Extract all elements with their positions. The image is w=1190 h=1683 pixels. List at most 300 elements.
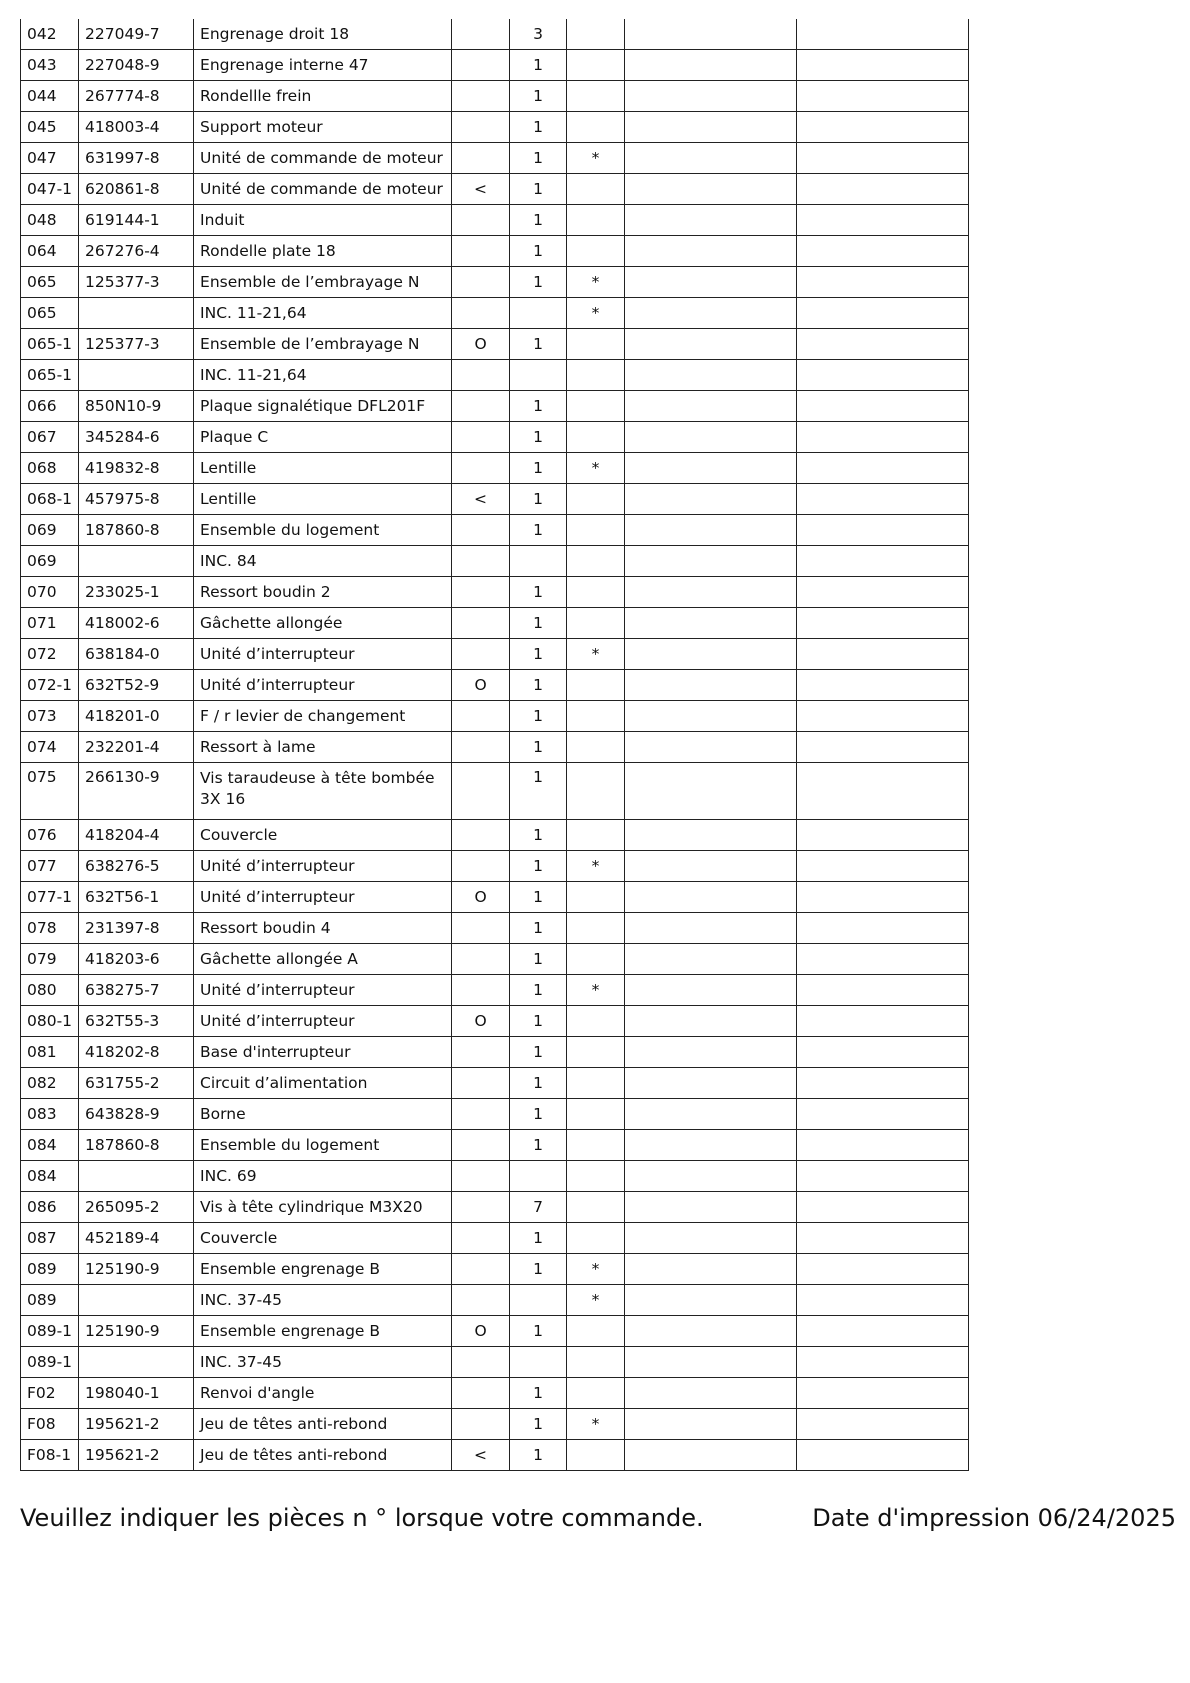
blank-cell bbox=[797, 1316, 969, 1347]
blank-cell bbox=[797, 1099, 969, 1130]
table-row bbox=[21, 1223, 969, 1254]
description-cell: Unité de commande de moteur bbox=[194, 143, 452, 174]
description-cell: Borne bbox=[194, 1099, 452, 1130]
part-number-cell bbox=[79, 546, 194, 577]
item-number-cell: 065 bbox=[21, 298, 79, 329]
blank-cell bbox=[625, 975, 797, 1006]
table-row bbox=[21, 391, 969, 422]
blank-cell bbox=[625, 81, 797, 112]
marker-cell bbox=[452, 236, 510, 267]
marker-cell bbox=[452, 1099, 510, 1130]
blank-cell bbox=[797, 1223, 969, 1254]
blank-cell bbox=[797, 670, 969, 701]
part-number-cell: 418003-4 bbox=[79, 112, 194, 143]
description-cell: Vis à tête cylindrique M3X20 bbox=[194, 1192, 452, 1223]
table-row bbox=[21, 1285, 969, 1316]
part-number-cell: 125190-9 bbox=[79, 1254, 194, 1285]
table-row bbox=[21, 1440, 969, 1471]
note-cell bbox=[567, 360, 625, 391]
description-cell: Couvercle bbox=[194, 820, 452, 851]
blank-cell bbox=[797, 1161, 969, 1192]
description-cell: Couvercle bbox=[194, 1223, 452, 1254]
marker-cell: O bbox=[452, 882, 510, 913]
part-number-cell: 418202-8 bbox=[79, 1037, 194, 1068]
note-cell bbox=[567, 1347, 625, 1378]
marker-cell: < bbox=[452, 1440, 510, 1471]
blank-cell bbox=[797, 546, 969, 577]
description-cell: F / r levier de changement bbox=[194, 701, 452, 732]
note-cell bbox=[567, 944, 625, 975]
blank-cell bbox=[797, 1409, 969, 1440]
part-number-cell: 643828-9 bbox=[79, 1099, 194, 1130]
table-row bbox=[21, 732, 969, 763]
blank-cell bbox=[625, 1068, 797, 1099]
blank-cell bbox=[797, 820, 969, 851]
blank-cell bbox=[797, 732, 969, 763]
blank-cell bbox=[625, 1409, 797, 1440]
table-row bbox=[21, 81, 969, 112]
note-cell bbox=[567, 1440, 625, 1471]
item-number-cell: 076 bbox=[21, 820, 79, 851]
quantity-cell bbox=[510, 298, 567, 329]
blank-cell bbox=[797, 1068, 969, 1099]
part-number-cell bbox=[79, 360, 194, 391]
table-row bbox=[21, 422, 969, 453]
part-number-cell: 632T56-1 bbox=[79, 882, 194, 913]
quantity-cell: 1 bbox=[510, 484, 567, 515]
blank-cell bbox=[625, 453, 797, 484]
marker-cell: O bbox=[452, 670, 510, 701]
description-cell: Unité d’interrupteur bbox=[194, 975, 452, 1006]
note-cell bbox=[567, 913, 625, 944]
marker-cell bbox=[452, 391, 510, 422]
blank-cell bbox=[797, 112, 969, 143]
quantity-cell: 1 bbox=[510, 143, 567, 174]
table-row bbox=[21, 820, 969, 851]
blank-cell bbox=[625, 639, 797, 670]
part-number-cell: 457975-8 bbox=[79, 484, 194, 515]
blank-cell bbox=[625, 205, 797, 236]
blank-cell bbox=[625, 577, 797, 608]
blank-cell bbox=[625, 820, 797, 851]
description-cell: Ensemble du logement bbox=[194, 515, 452, 546]
description-cell: Support moteur bbox=[194, 112, 452, 143]
blank-cell bbox=[797, 515, 969, 546]
description-cell: INC. 37-45 bbox=[194, 1285, 452, 1316]
blank-cell bbox=[625, 1285, 797, 1316]
note-cell bbox=[567, 820, 625, 851]
part-number-cell: 345284-6 bbox=[79, 422, 194, 453]
table-row bbox=[21, 50, 969, 81]
table-row bbox=[21, 19, 969, 50]
note-cell bbox=[567, 422, 625, 453]
blank-cell bbox=[797, 1006, 969, 1037]
quantity-cell: 1 bbox=[510, 81, 567, 112]
blank-cell bbox=[625, 1223, 797, 1254]
blank-cell bbox=[797, 19, 969, 50]
blank-cell bbox=[797, 298, 969, 329]
description-cell: Lentille bbox=[194, 453, 452, 484]
blank-cell bbox=[797, 1254, 969, 1285]
description-cell: Circuit d’alimentation bbox=[194, 1068, 452, 1099]
blank-cell bbox=[797, 329, 969, 360]
blank-cell bbox=[797, 1440, 969, 1471]
item-number-cell: 042 bbox=[21, 19, 79, 50]
part-number-cell: 195621-2 bbox=[79, 1409, 194, 1440]
blank-cell bbox=[797, 1192, 969, 1223]
note-cell bbox=[567, 174, 625, 205]
marker-cell bbox=[452, 50, 510, 81]
note-cell: * bbox=[567, 639, 625, 670]
item-number-cell: 082 bbox=[21, 1068, 79, 1099]
blank-cell bbox=[625, 1037, 797, 1068]
table-row bbox=[21, 882, 969, 913]
note-cell: * bbox=[567, 453, 625, 484]
item-number-cell: 077 bbox=[21, 851, 79, 882]
table-row bbox=[21, 329, 969, 360]
blank-cell bbox=[797, 851, 969, 882]
item-number-cell: F08-1 bbox=[21, 1440, 79, 1471]
blank-cell bbox=[625, 882, 797, 913]
item-number-cell: 089 bbox=[21, 1254, 79, 1285]
marker-cell: O bbox=[452, 329, 510, 360]
marker-cell bbox=[452, 19, 510, 50]
note-cell bbox=[567, 546, 625, 577]
item-number-cell: 072 bbox=[21, 639, 79, 670]
blank-cell bbox=[797, 1130, 969, 1161]
description-cell: Ensemble engrenage B bbox=[194, 1316, 452, 1347]
marker-cell bbox=[452, 944, 510, 975]
note-cell bbox=[567, 236, 625, 267]
quantity-cell bbox=[510, 1161, 567, 1192]
part-number-cell: 850N10-9 bbox=[79, 391, 194, 422]
note-cell bbox=[567, 882, 625, 913]
table-row bbox=[21, 205, 969, 236]
blank-cell bbox=[625, 1192, 797, 1223]
note-cell bbox=[567, 391, 625, 422]
quantity-cell: 1 bbox=[510, 236, 567, 267]
quantity-cell: 1 bbox=[510, 851, 567, 882]
blank-cell bbox=[625, 1006, 797, 1037]
part-number-cell: 452189-4 bbox=[79, 1223, 194, 1254]
description-cell: Jeu de têtes anti-rebond bbox=[194, 1409, 452, 1440]
item-number-cell: 069 bbox=[21, 515, 79, 546]
marker-cell bbox=[452, 453, 510, 484]
item-number-cell: 066 bbox=[21, 391, 79, 422]
quantity-cell: 1 bbox=[510, 1254, 567, 1285]
table-row bbox=[21, 174, 969, 205]
blank-cell bbox=[625, 298, 797, 329]
blank-cell bbox=[625, 50, 797, 81]
item-number-cell: 075 bbox=[21, 763, 79, 820]
blank-cell bbox=[625, 267, 797, 298]
item-number-cell: F08 bbox=[21, 1409, 79, 1440]
marker-cell bbox=[452, 1285, 510, 1316]
blank-cell bbox=[797, 50, 969, 81]
table-row bbox=[21, 1161, 969, 1192]
table-row bbox=[21, 701, 969, 732]
description-cell: Lentille bbox=[194, 484, 452, 515]
blank-cell bbox=[797, 1037, 969, 1068]
part-number-cell: 125190-9 bbox=[79, 1316, 194, 1347]
part-number-cell: 418203-6 bbox=[79, 944, 194, 975]
part-number-cell: 195621-2 bbox=[79, 1440, 194, 1471]
item-number-cell: F02 bbox=[21, 1378, 79, 1409]
marker-cell bbox=[452, 298, 510, 329]
marker-cell bbox=[452, 913, 510, 944]
marker-cell bbox=[452, 701, 510, 732]
blank-cell bbox=[625, 701, 797, 732]
table-row bbox=[21, 851, 969, 882]
blank-cell bbox=[797, 1378, 969, 1409]
blank-cell bbox=[625, 608, 797, 639]
description-cell: Unité d’interrupteur bbox=[194, 851, 452, 882]
part-number-cell: 233025-1 bbox=[79, 577, 194, 608]
quantity-cell: 1 bbox=[510, 205, 567, 236]
marker-cell bbox=[452, 577, 510, 608]
note-cell bbox=[567, 670, 625, 701]
table-row bbox=[21, 1347, 969, 1378]
item-number-cell: 068 bbox=[21, 453, 79, 484]
marker-cell bbox=[452, 515, 510, 546]
marker-cell bbox=[452, 975, 510, 1006]
quantity-cell: 1 bbox=[510, 882, 567, 913]
table-row bbox=[21, 1316, 969, 1347]
note-cell: * bbox=[567, 143, 625, 174]
blank-cell bbox=[625, 1347, 797, 1378]
item-number-cell: 089-1 bbox=[21, 1316, 79, 1347]
part-number-cell: 638276-5 bbox=[79, 851, 194, 882]
item-number-cell: 078 bbox=[21, 913, 79, 944]
item-number-cell: 086 bbox=[21, 1192, 79, 1223]
description-cell: Rondellle frein bbox=[194, 81, 452, 112]
marker-cell bbox=[452, 1254, 510, 1285]
description-cell: Induit bbox=[194, 205, 452, 236]
note-cell bbox=[567, 1099, 625, 1130]
description-cell: Unité de commande de moteur bbox=[194, 174, 452, 205]
blank-cell bbox=[625, 236, 797, 267]
quantity-cell: 1 bbox=[510, 820, 567, 851]
table-row bbox=[21, 298, 969, 329]
table-row bbox=[21, 453, 969, 484]
quantity-cell: 1 bbox=[510, 975, 567, 1006]
marker-cell: O bbox=[452, 1006, 510, 1037]
quantity-cell: 1 bbox=[510, 1068, 567, 1099]
quantity-cell: 1 bbox=[510, 1223, 567, 1254]
part-number-cell: 187860-8 bbox=[79, 515, 194, 546]
part-number-cell: 638275-7 bbox=[79, 975, 194, 1006]
table-row bbox=[21, 1037, 969, 1068]
quantity-cell: 1 bbox=[510, 1316, 567, 1347]
marker-cell bbox=[452, 1037, 510, 1068]
quantity-cell: 1 bbox=[510, 1099, 567, 1130]
part-number-cell bbox=[79, 298, 194, 329]
item-number-cell: 071 bbox=[21, 608, 79, 639]
blank-cell bbox=[625, 422, 797, 453]
description-cell: Renvoi d'angle bbox=[194, 1378, 452, 1409]
quantity-cell: 1 bbox=[510, 174, 567, 205]
part-number-cell: 632T52-9 bbox=[79, 670, 194, 701]
quantity-cell: 1 bbox=[510, 639, 567, 670]
part-number-cell: 266130-9 bbox=[79, 763, 194, 820]
blank-cell bbox=[625, 670, 797, 701]
part-number-cell bbox=[79, 1347, 194, 1378]
table-row bbox=[21, 1378, 969, 1409]
part-number-cell: 267774-8 bbox=[79, 81, 194, 112]
marker-cell bbox=[452, 1130, 510, 1161]
description-cell: Rondelle plate 18 bbox=[194, 236, 452, 267]
quantity-cell: 1 bbox=[510, 1037, 567, 1068]
part-number-cell: 631755-2 bbox=[79, 1068, 194, 1099]
blank-cell bbox=[625, 732, 797, 763]
blank-cell bbox=[797, 1285, 969, 1316]
blank-cell bbox=[625, 484, 797, 515]
part-number-cell: 419832-8 bbox=[79, 453, 194, 484]
table-row bbox=[21, 1192, 969, 1223]
part-number-cell: 227048-9 bbox=[79, 50, 194, 81]
table-row bbox=[21, 236, 969, 267]
note-cell bbox=[567, 1223, 625, 1254]
item-number-cell: 081 bbox=[21, 1037, 79, 1068]
marker-cell: O bbox=[452, 1316, 510, 1347]
marker-cell bbox=[452, 143, 510, 174]
marker-cell bbox=[452, 608, 510, 639]
description-cell: Ensemble de l’embrayage N bbox=[194, 267, 452, 298]
parts-table bbox=[20, 19, 969, 1471]
table-row bbox=[21, 1006, 969, 1037]
quantity-cell: 1 bbox=[510, 515, 567, 546]
description-cell: Ressort à lame bbox=[194, 732, 452, 763]
note-cell bbox=[567, 484, 625, 515]
blank-cell bbox=[625, 851, 797, 882]
quantity-cell: 1 bbox=[510, 763, 567, 820]
table-row bbox=[21, 1254, 969, 1285]
blank-cell bbox=[797, 882, 969, 913]
item-number-cell: 047-1 bbox=[21, 174, 79, 205]
blank-cell bbox=[625, 1099, 797, 1130]
quantity-cell: 1 bbox=[510, 608, 567, 639]
note-cell bbox=[567, 701, 625, 732]
note-cell bbox=[567, 81, 625, 112]
note-cell bbox=[567, 205, 625, 236]
blank-cell bbox=[625, 1316, 797, 1347]
marker-cell bbox=[452, 360, 510, 391]
blank-cell bbox=[625, 1130, 797, 1161]
item-number-cell: 064 bbox=[21, 236, 79, 267]
blank-cell bbox=[797, 639, 969, 670]
blank-cell bbox=[625, 112, 797, 143]
description-cell: Unité d’interrupteur bbox=[194, 670, 452, 701]
item-number-cell: 068-1 bbox=[21, 484, 79, 515]
blank-cell bbox=[625, 360, 797, 391]
quantity-cell: 1 bbox=[510, 422, 567, 453]
item-number-cell: 080 bbox=[21, 975, 79, 1006]
item-number-cell: 069 bbox=[21, 546, 79, 577]
quantity-cell: 1 bbox=[510, 329, 567, 360]
note-cell bbox=[567, 1006, 625, 1037]
marker-cell bbox=[452, 820, 510, 851]
marker-cell bbox=[452, 851, 510, 882]
blank-cell bbox=[625, 1161, 797, 1192]
description-cell: Ensemble engrenage B bbox=[194, 1254, 452, 1285]
blank-cell bbox=[625, 1440, 797, 1471]
part-number-cell: 125377-3 bbox=[79, 267, 194, 298]
table-row bbox=[21, 267, 969, 298]
table-row bbox=[21, 1409, 969, 1440]
table-row bbox=[21, 112, 969, 143]
marker-cell: < bbox=[452, 174, 510, 205]
note-cell: * bbox=[567, 267, 625, 298]
blank-cell bbox=[625, 1254, 797, 1285]
blank-cell bbox=[797, 360, 969, 391]
quantity-cell: 1 bbox=[510, 453, 567, 484]
marker-cell bbox=[452, 267, 510, 298]
marker-cell bbox=[452, 1068, 510, 1099]
part-number-cell: 620861-8 bbox=[79, 174, 194, 205]
quantity-cell: 1 bbox=[510, 577, 567, 608]
part-number-cell bbox=[79, 1161, 194, 1192]
marker-cell bbox=[452, 763, 510, 820]
order-instruction: Veuillez indiquer les pièces n ° lorsque votre commande. bbox=[20, 1504, 704, 1532]
note-cell bbox=[567, 1316, 625, 1347]
blank-cell bbox=[625, 1378, 797, 1409]
blank-cell bbox=[625, 143, 797, 174]
quantity-cell: 1 bbox=[510, 391, 567, 422]
item-number-cell: 074 bbox=[21, 732, 79, 763]
description-cell: INC. 11-21,64 bbox=[194, 298, 452, 329]
blank-cell bbox=[625, 515, 797, 546]
item-number-cell: 083 bbox=[21, 1099, 79, 1130]
item-number-cell: 077-1 bbox=[21, 882, 79, 913]
blank-cell bbox=[797, 913, 969, 944]
note-cell bbox=[567, 1037, 625, 1068]
note-cell bbox=[567, 19, 625, 50]
note-cell bbox=[567, 732, 625, 763]
quantity-cell bbox=[510, 1347, 567, 1378]
quantity-cell bbox=[510, 546, 567, 577]
item-number-cell: 047 bbox=[21, 143, 79, 174]
item-number-cell: 065-1 bbox=[21, 329, 79, 360]
description-cell: Ensemble du logement bbox=[194, 1130, 452, 1161]
marker-cell bbox=[452, 732, 510, 763]
note-cell: * bbox=[567, 851, 625, 882]
table-row bbox=[21, 143, 969, 174]
blank-cell bbox=[797, 763, 969, 820]
item-number-cell: 073 bbox=[21, 701, 79, 732]
blank-cell bbox=[625, 19, 797, 50]
note-cell bbox=[567, 608, 625, 639]
blank-cell bbox=[797, 453, 969, 484]
item-number-cell: 072-1 bbox=[21, 670, 79, 701]
item-number-cell: 067 bbox=[21, 422, 79, 453]
part-number-cell: 265095-2 bbox=[79, 1192, 194, 1223]
table-row bbox=[21, 763, 969, 820]
note-cell: * bbox=[567, 1409, 625, 1440]
note-cell: * bbox=[567, 975, 625, 1006]
marker-cell bbox=[452, 639, 510, 670]
print-date: Date d'impression 06/24/2025 bbox=[812, 1504, 1176, 1532]
table-row bbox=[21, 515, 969, 546]
note-cell: * bbox=[567, 1285, 625, 1316]
marker-cell bbox=[452, 1409, 510, 1440]
blank-cell bbox=[797, 577, 969, 608]
item-number-cell: 044 bbox=[21, 81, 79, 112]
quantity-cell: 7 bbox=[510, 1192, 567, 1223]
marker-cell bbox=[452, 205, 510, 236]
quantity-cell: 1 bbox=[510, 1378, 567, 1409]
quantity-cell: 1 bbox=[510, 944, 567, 975]
marker-cell bbox=[452, 546, 510, 577]
